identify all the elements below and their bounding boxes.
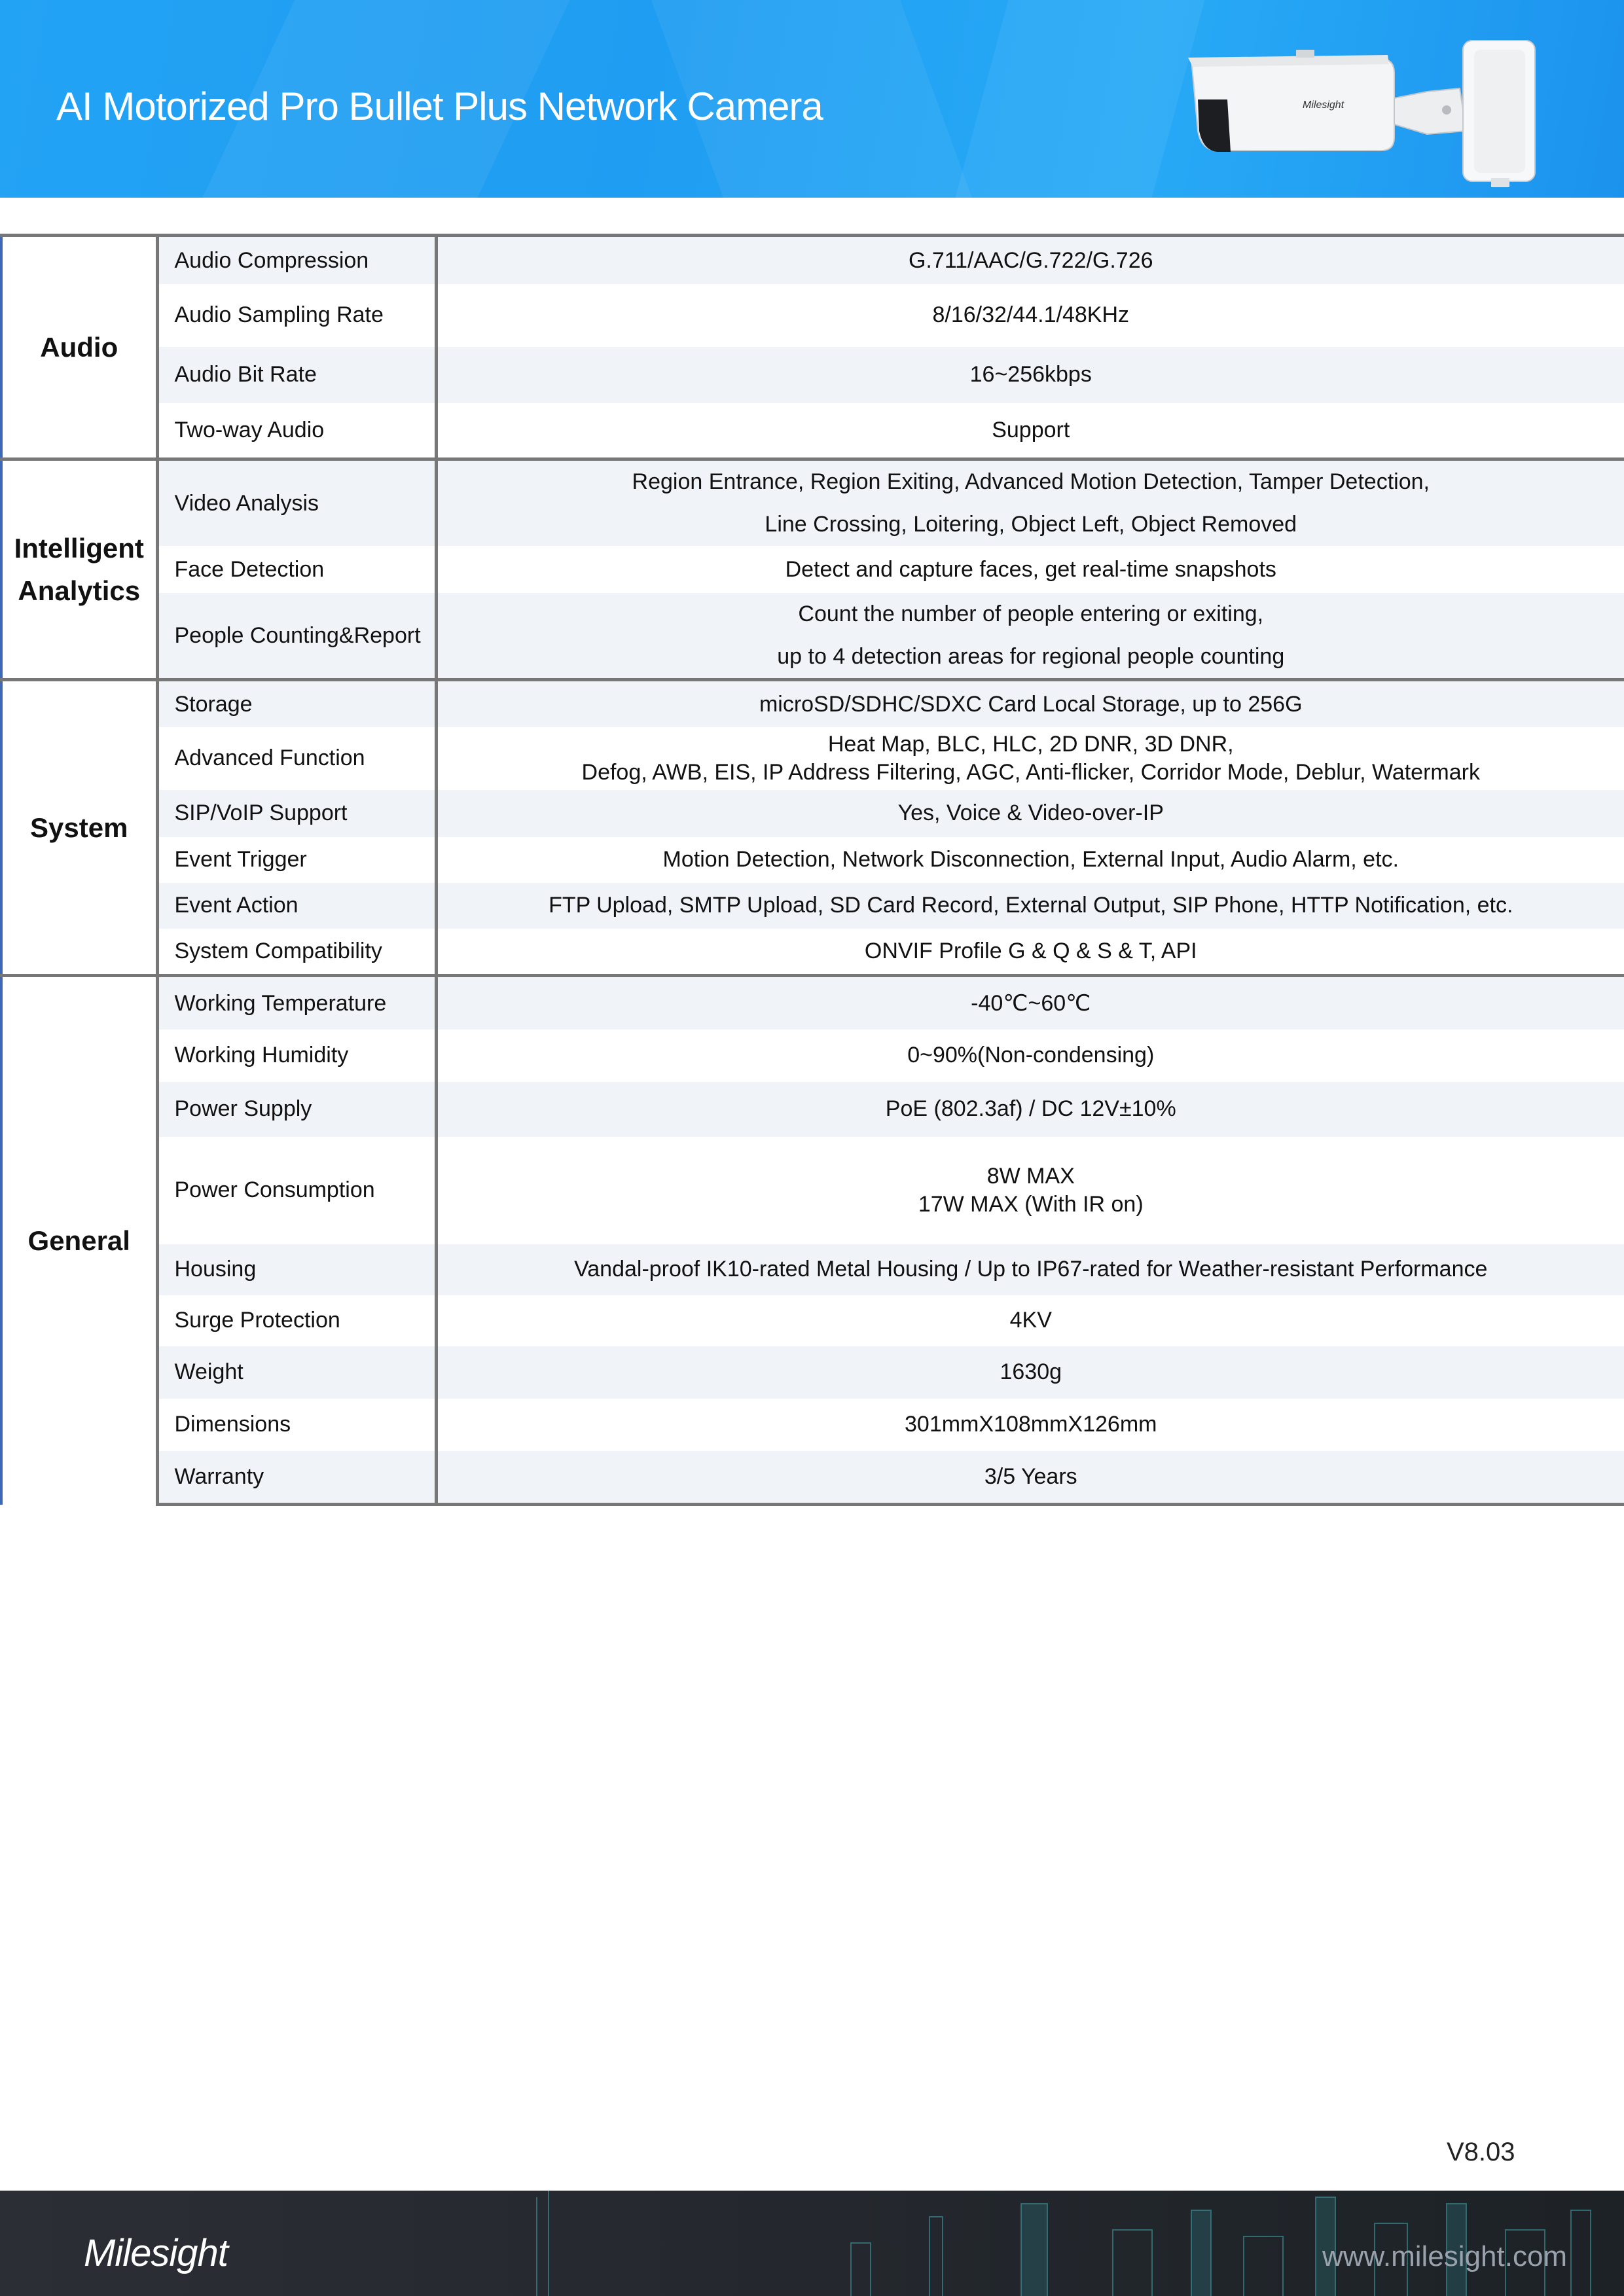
spec-name: Surge Protection	[157, 1295, 436, 1346]
spec-value-line: 301mmX108mmX126mm	[905, 1412, 1157, 1437]
category-label	[1, 236, 157, 459]
category-label	[1, 680, 157, 976]
spec-value-line: Support	[992, 418, 1070, 442]
spec-name: People Counting&Report	[157, 593, 436, 680]
document-title: AI Motorized Pro Bullet Plus Network Camera	[56, 84, 823, 128]
spec-row	[1, 1137, 1624, 1244]
spec-value-line: PoE (802.3af) / DC 12V±10%	[885, 1096, 1176, 1122]
footer-bar	[0, 2191, 1624, 2296]
spec-name: Advanced Function	[157, 727, 436, 790]
category-label-line: Intelligent	[14, 532, 144, 564]
category-label	[1, 976, 157, 1505]
bullet-camera-image	[1178, 26, 1545, 190]
category-label-line: System	[30, 812, 128, 843]
camera-logo: Milesight	[1303, 99, 1344, 111]
spec-name: Event Trigger	[157, 837, 436, 883]
spec-value-line: Heat Map, BLC, HLC, 2D DNR, 3D DNR,	[827, 732, 1234, 757]
banner-facet	[956, 0, 1205, 198]
spec-value	[436, 1082, 1624, 1137]
spec-name: Housing	[157, 1244, 436, 1295]
spec-value	[436, 1399, 1624, 1451]
spec-name: Video Analysis	[157, 459, 436, 547]
spec-value-line: up to 4 detection areas for regional people counting	[777, 644, 1285, 669]
spec-value	[436, 593, 1624, 680]
spec-value	[436, 929, 1624, 976]
spec-value	[436, 883, 1624, 929]
footer-brand-logo: Milesight	[84, 2232, 228, 2274]
spec-row	[1, 1451, 1624, 1505]
spec-value	[436, 680, 1624, 727]
spec-value-line: ONVIF Profile G & Q & S & T, API	[864, 939, 1197, 963]
spec-row	[1, 727, 1624, 790]
spec-value	[436, 284, 1624, 347]
spec-row	[1, 459, 1624, 547]
spec-value-line: 17W MAX (With IR on)	[918, 1191, 1144, 1217]
category-label-line: Analytics	[18, 575, 141, 606]
spec-name: System Compatibility	[157, 929, 436, 976]
spec-row	[1, 1082, 1624, 1137]
spec-value	[436, 1244, 1624, 1295]
spec-row	[1, 284, 1624, 347]
spec-row	[1, 790, 1624, 837]
spec-row	[1, 883, 1624, 929]
spec-value	[436, 976, 1624, 1030]
spec-row	[1, 1244, 1624, 1295]
header-banner	[0, 0, 1624, 198]
spec-name: Two-way Audio	[157, 403, 436, 459]
category-label-line: General	[27, 1225, 130, 1257]
spec-name: Face Detection	[157, 546, 436, 593]
spec-value	[436, 837, 1624, 883]
spec-name: Power Consumption	[157, 1137, 436, 1244]
spec-value-line: -40℃~60℃	[971, 990, 1091, 1016]
spec-row	[1, 593, 1624, 680]
spec-value	[436, 1295, 1624, 1346]
spec-row	[1, 976, 1624, 1030]
spec-value-line: 1630g	[1000, 1359, 1062, 1385]
spec-value-line: G.711/AAC/G.722/G.726	[908, 247, 1153, 273]
spec-row	[1, 1399, 1624, 1451]
spec-value	[436, 546, 1624, 593]
spec-value-line: Detect and capture faces, get real-time snapshots	[785, 556, 1276, 582]
spec-row	[1, 680, 1624, 727]
spec-row	[1, 837, 1624, 883]
spec-value-line: microSD/SDHC/SDXC Card Local Storage, up to 256G	[759, 691, 1303, 717]
spec-row	[1, 929, 1624, 976]
spec-value	[436, 1451, 1624, 1505]
spec-row	[1, 347, 1624, 403]
version-label: V8.03	[1447, 2138, 1515, 2166]
category-label-line: Audio	[40, 331, 118, 363]
spec-row	[1, 1030, 1624, 1082]
spec-value	[436, 1030, 1624, 1082]
spec-value-line: FTP Upload, SMTP Upload, SD Card Record, External Output, SIP Phone, HTTP Notification, etc.	[549, 893, 1513, 918]
spec-value-line: 8W MAX	[986, 1164, 1075, 1189]
spec-value-line: 4KV	[1009, 1308, 1052, 1333]
spec-value-line: Line Crossing, Loitering, Object Left, Object Removed	[765, 512, 1297, 537]
spec-name: Working Humidity	[157, 1030, 436, 1082]
spec-value-line: Yes, Voice & Video-over-IP	[897, 800, 1164, 826]
spec-value	[436, 727, 1624, 790]
spec-value-line: 16~256kbps	[969, 362, 1092, 387]
category-label	[1, 459, 157, 680]
spec-name: Working Temperature	[157, 976, 436, 1030]
spec-name: Audio Bit Rate	[157, 347, 436, 403]
spec-value	[436, 1137, 1624, 1244]
spec-name: Warranty	[157, 1451, 436, 1505]
spec-value-line: 3/5 Years	[984, 1464, 1077, 1489]
spec-name: Event Action	[157, 883, 436, 929]
spec-name: Dimensions	[157, 1399, 436, 1451]
spec-value-line: 0~90%(Non-condensing)	[907, 1043, 1155, 1068]
spec-value-line: Region Entrance, Region Exiting, Advanced Motion Detection, Tamper Detection,	[632, 469, 1430, 494]
spec-value-line: Vandal-proof IK10-rated Metal Housing / Up to IP67-rated for Weather-resistant Performance	[574, 1257, 1488, 1282]
spec-row	[1, 236, 1624, 284]
spec-row	[1, 1346, 1624, 1399]
spec-value	[436, 403, 1624, 459]
spec-value-line: Count the number of people entering or exiting,	[798, 601, 1264, 626]
spec-row	[1, 1295, 1624, 1346]
spec-row	[1, 546, 1624, 593]
spec-table	[0, 234, 1624, 1506]
spec-value-line: Motion Detection, Network Disconnection, External Input, Audio Alarm, etc.	[662, 847, 1399, 872]
spec-name: SIP/VoIP Support	[157, 790, 436, 837]
spec-name: Weight	[157, 1346, 436, 1399]
footer-website: www.milesight.com	[1322, 2240, 1568, 2272]
spec-value	[436, 459, 1624, 547]
spec-value	[436, 347, 1624, 403]
spec-name: Audio Sampling Rate	[157, 284, 436, 347]
spec-value-line: Defog, AWB, EIS, IP Address Filtering, AGC, Anti-flicker, Corridor Mode, Deblur, Watermark	[581, 759, 1480, 785]
spec-value	[436, 790, 1624, 837]
spec-value	[436, 236, 1624, 284]
spec-name: Audio Compression	[157, 236, 436, 284]
spec-name: Storage	[157, 680, 436, 727]
spec-value	[436, 1346, 1624, 1399]
spec-value-line: 8/16/32/44.1/48KHz	[932, 302, 1130, 328]
spec-name: Power Supply	[157, 1082, 436, 1137]
spec-row	[1, 403, 1624, 459]
